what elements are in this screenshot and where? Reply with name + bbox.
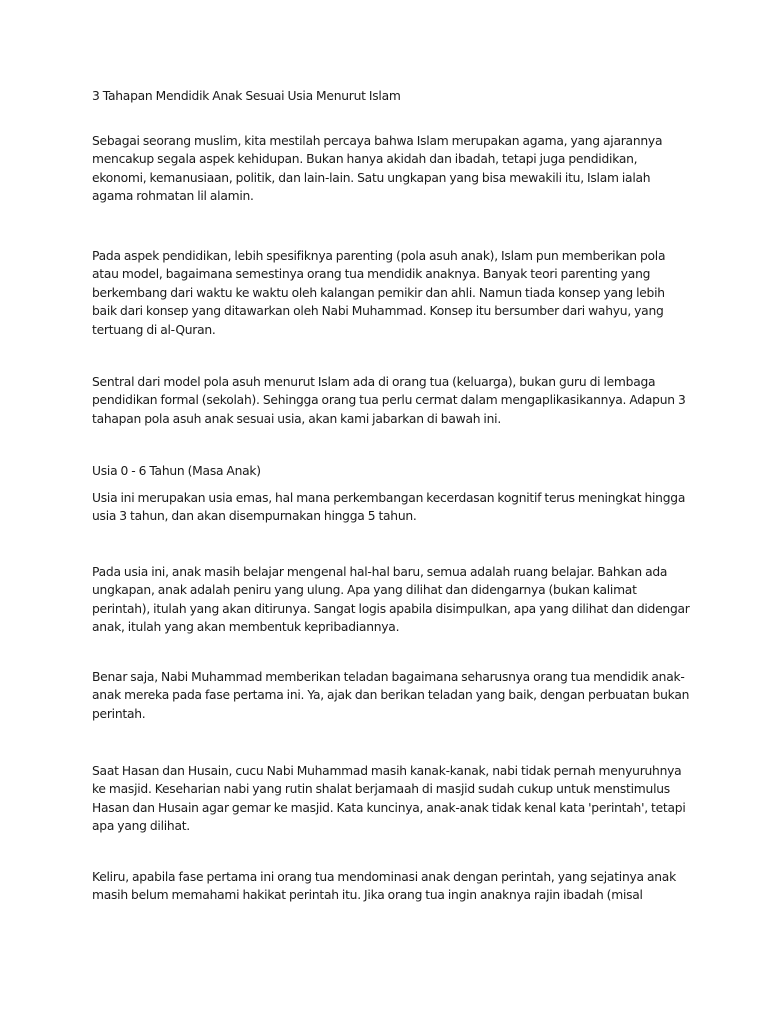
paragraph-line: Benar saja, Nabi Muhammad memberikan teladan bagaimana seharusnya orang tua mendidik anak- [92,670,685,684]
document-title [92,87,692,105]
paragraph-line: apa yang dilihat. [92,819,190,834]
paragraph-line: Pada aspek pendidikan, lebih spesifiknya parenting (pola asuh anak), Islam pun memberikan pola [92,249,666,263]
section-heading-age-0-6 [92,462,692,480]
paragraph-line: Usia ini merupakan usia emas, hal mana perkembangan kecerdasan kognitif terus meningkat hingga [92,491,686,505]
paragraph-golden-age [92,489,692,526]
paragraph-line: anak, itulah yang akan membentuk kepribadiannya. [92,620,400,635]
paragraph-line: pendidikan formal (sekolah). Sehingga orang tua perlu cermat dalam mengaplikasikannya. Adapun 3 [92,393,686,408]
paragraph-line: perintah. [92,706,146,721]
paragraph-intro [92,132,692,206]
paragraph-line: agama rohmatan lil alamin. [92,189,254,204]
paragraph-line: Pada usia ini, anak masih belajar mengenal hal-hal baru, semua adalah ruang belajar. Bahkan ada [92,565,668,579]
paragraph-line: anak mereka pada fase pertama ini. Ya, ajak dan berikan teladan yang baik, dengan perbuatan bukan [92,688,690,703]
paragraph-line: ke masjid. Keseharian nabi yang rutin shalat berjamaah di masjid sudah cukup untuk menstimulus [92,782,670,797]
paragraph-line: tahapan pola asuh anak sesuai usia, akan kami jabarkan di bawah ini. [92,411,501,426]
paragraph-line: perintah), itulah yang akan ditirunya. Sangat logis apabila disimpulkan, apa yang dilihat dan didengar [92,601,690,616]
paragraph-line: masih belum memahami hakikat perintah itu. Jika orang tua ingin anaknya rajin ibadah (misal [92,888,643,903]
title-line: 3 Tahapan Mendidik Anak Sesuai Usia Menurut Islam [92,89,401,103]
paragraph-example [92,668,692,723]
paragraph-line: Hasan dan Husain agar gemar ke masjid. Kata kuncinya, anak-anak tidak kenal kata 'perintah', tetapi [92,800,686,815]
paragraph-line: Saat Hasan dan Husain, cucu Nabi Muhammad masih kanak-kanak, nabi tidak pernah menyuruhnya [92,764,682,778]
paragraph-line: Keliru, apabila fase pertama ini orang tua mendominasi anak dengan perintah, yang sejatinya anak [92,870,676,884]
paragraph-hasan-husain [92,762,692,836]
paragraph-line: berkembang dari waktu ke waktu oleh kalangan pemikir dan ahli. Namun tiada konsep yang lebih [92,285,665,300]
paragraph-mistake [92,868,692,905]
heading-line: Usia 0 - 6 Tahun (Masa Anak) [92,464,261,478]
paragraph-line: ekonomi, kemanusiaan, politik, dan lain-lain. Satu ungkapan yang bisa mewakili itu, Islam ialah [92,170,651,185]
paragraph-parenting-aspect [92,247,692,339]
paragraph-line: tertuang di al-Quran. [92,322,216,337]
paragraph-line: Sebagai seorang muslim, kita mestilah percaya bahwa Islam merupakan agama, yang ajarannya [92,134,663,148]
paragraph-line: ungkapan, anak adalah peniru yang ulung. Apa yang dilihat dan didengarnya (bukan kalimat [92,583,637,598]
paragraph-line: Sentral dari model pola asuh menurut Islam ada di orang tua (keluarga), bukan guru di lembaga [92,375,656,389]
paragraph-line: atau model, bagaimana semestinya orang tua mendidik anaknya. Banyak teori parenting yang [92,267,651,282]
paragraph-line: mencakup segala aspek kehidupan. Bukan hanya akidah dan ibadah, tetapi juga pendidikan, [92,152,638,167]
paragraph-line: usia 3 tahun, dan akan disempurnakan hingga 5 tahun. [92,509,417,524]
paragraph-line: baik dari konsep yang ditawarkan oleh Nabi Muhammad. Konsep itu bersumber dari wahyu, yang [92,304,664,319]
paragraph-learning [92,563,692,637]
paragraph-central-model [92,373,692,428]
